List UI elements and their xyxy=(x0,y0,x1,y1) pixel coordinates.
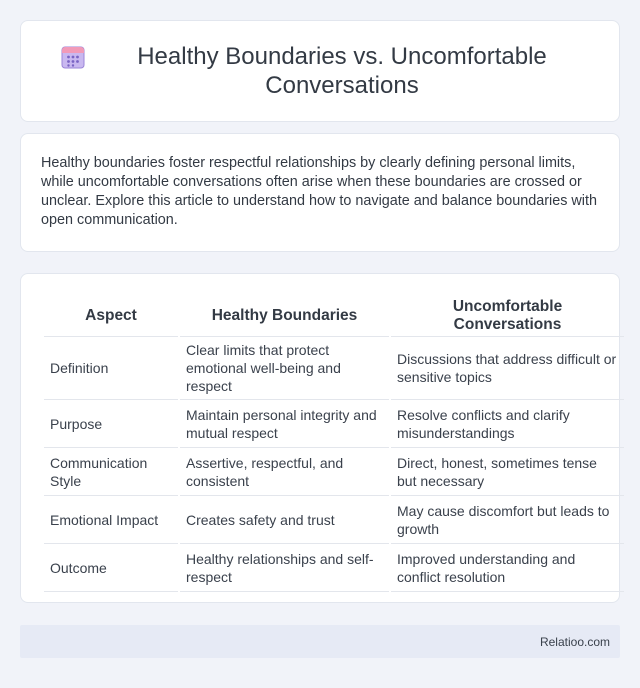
header-aspect: Aspect xyxy=(44,294,178,337)
calendar-icon xyxy=(60,44,86,70)
intro-paragraph: Healthy boundaries foster respectful relationships by clearly defining personal limits, while uncomfortable conversations often arise when these boundaries are crossed or unclear. Explore this article to understand how to navigate and balance boundaries with open communication. xyxy=(41,155,597,228)
comparison-table xyxy=(42,294,626,592)
row-uncomfortable-conversations: May cause discomfort but leads to growth xyxy=(391,496,624,544)
row-healthy-boundaries: Assertive, respectful, and consistent xyxy=(180,448,389,496)
page-title: Healthy Boundaries vs. Uncomfortable Conversations xyxy=(137,43,547,99)
header-healthy-boundaries: Healthy Boundaries xyxy=(180,294,389,337)
row-aspect: Communication Style xyxy=(44,448,178,496)
header-uncomfortable-conversations: Uncomfortable Conversations xyxy=(391,294,624,337)
footer-brand-link[interactable]: Relatioo.com xyxy=(539,634,610,649)
row-uncomfortable-conversations: Resolve conflicts and clarify misunderstandings xyxy=(391,400,624,448)
table-row xyxy=(44,544,624,592)
footer-bar xyxy=(20,625,620,658)
title-card xyxy=(20,20,620,122)
title-row xyxy=(60,42,580,100)
row-aspect: Emotional Impact xyxy=(44,496,178,544)
table-row xyxy=(44,337,624,400)
row-healthy-boundaries: Healthy relationships and self-respect xyxy=(180,544,389,592)
table-row xyxy=(44,448,624,496)
row-healthy-boundaries: Creates safety and trust xyxy=(180,496,389,544)
row-uncomfortable-conversations: Improved understanding and conflict resolution xyxy=(391,544,624,592)
intro-card xyxy=(20,133,620,252)
row-healthy-boundaries: Maintain personal integrity and mutual respect xyxy=(180,400,389,448)
row-uncomfortable-conversations: Discussions that address difficult or sensitive topics xyxy=(391,337,624,400)
table-header-row xyxy=(44,294,624,337)
comparison-card xyxy=(20,273,620,603)
row-aspect: Purpose xyxy=(44,400,178,448)
row-aspect: Definition xyxy=(44,337,178,400)
table-row xyxy=(44,496,624,544)
row-aspect: Outcome xyxy=(44,544,178,592)
row-uncomfortable-conversations: Direct, honest, sometimes tense but necessary xyxy=(391,448,624,496)
row-healthy-boundaries: Clear limits that protect emotional well-being and respect xyxy=(180,337,389,400)
table-row xyxy=(44,400,624,448)
